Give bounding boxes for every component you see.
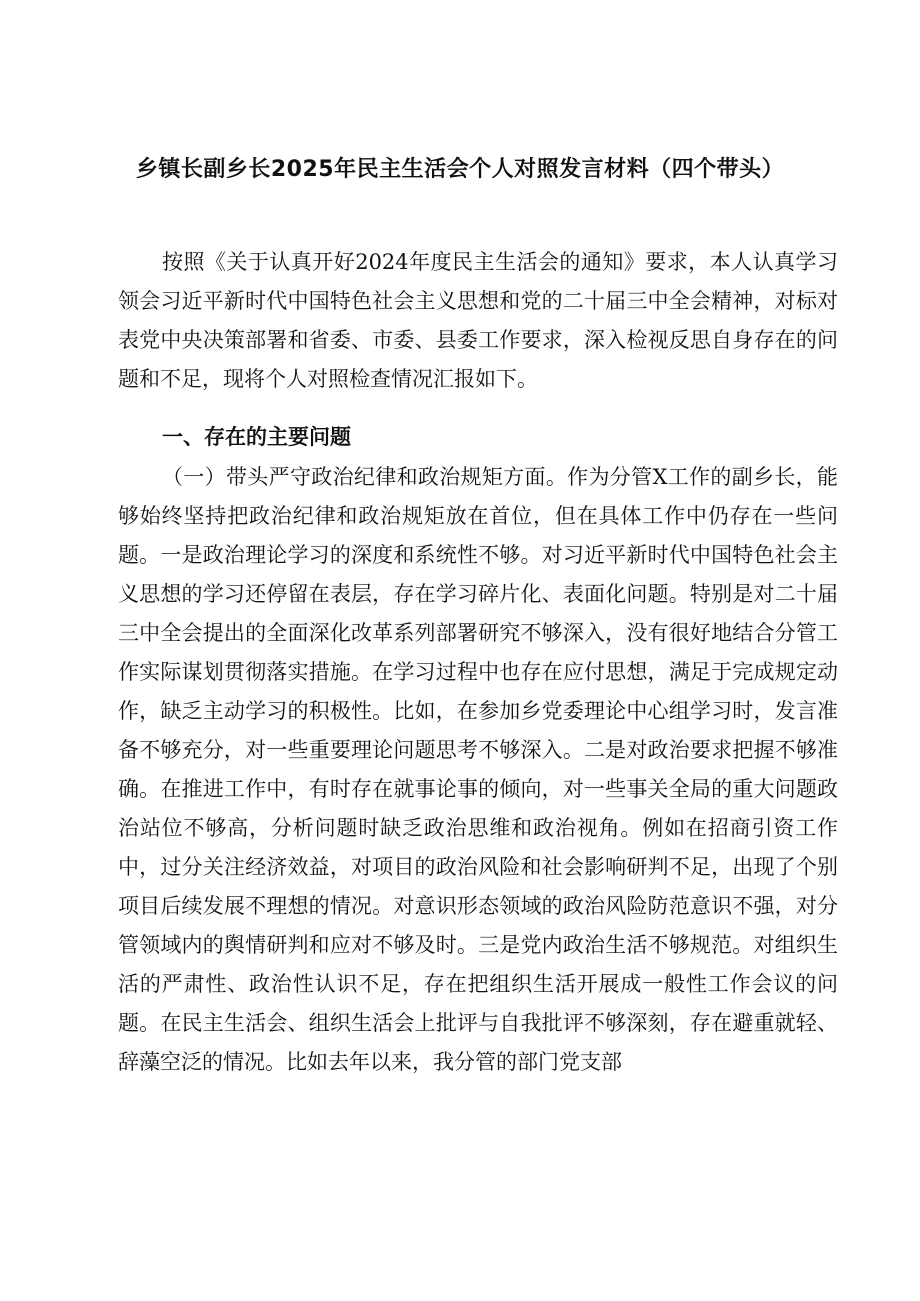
section-one-paragraph: （一）带头严守政治纪律和政治规矩方面。作为分管X工作的副乡长，能够始终坚持把政治纪律和政治规矩放在首位，但在具体工作中仍存在一些问题。一是政治理论学习的深度和系统性不够。对习近平新时代中国特色社会主义思想的学习还停留在表层，存在学习碎片化、表面化问题。特别是对二十届三中全会提出的全面深化改革系列部署研究不够深入，没有很好地结合分管工作实际谋划贯彻落实措施。在学习过程中也存在应付思想，满足于完成规定动作，缺乏主动学习的积极性。比如，在参加乡党委理论中心组学习时，发言准备不够充分，对一些重要理论问题思考不够深入。二是对政治要求把握不够准确。在推进工作中，有时存在就事论事的倾向，对一些事关全局的重大问题政治站位不够高，分析问题时缺乏政治思维和政治视角。例如在招商引资工作中，过分关注经济效益，对项目的政治风险和社会影响研判不足，出现了个别项目后续发展不理想的情况。对意识形态领域的政治风险防范意识不强，对分管领域内的舆情研判和应对不够及时。三是党内政治生活不够规范。对组织生活的严肃性、政治性认识不足，存在把组织生活开展成一般性工作会议的问题。在民主生活会、组织生活会上批评与自我批评不够深刻，存在避重就轻、辞藻空泛的情况。比如去年以来，我分管的部门党支部 xyxy=(118,465,838,1074)
section-heading: 一、存在的主要问题 xyxy=(162,425,351,449)
intro-paragraph: 按照《关于认真开好2024年度民主生活会的通知》要求，本人认真学习领会习近平新时代中国特色社会主义思想和党的二十届三中全会精神，对标对表党中央决策部署和省委、市委、县委工作要求，深入检视反思自身存在的问题和不足，现将个人对照检查情况汇报如下。 xyxy=(118,250,838,391)
document-title: 乡镇长副乡长2025年民主生活会个人对照发言材料（四个带头） xyxy=(135,157,785,182)
